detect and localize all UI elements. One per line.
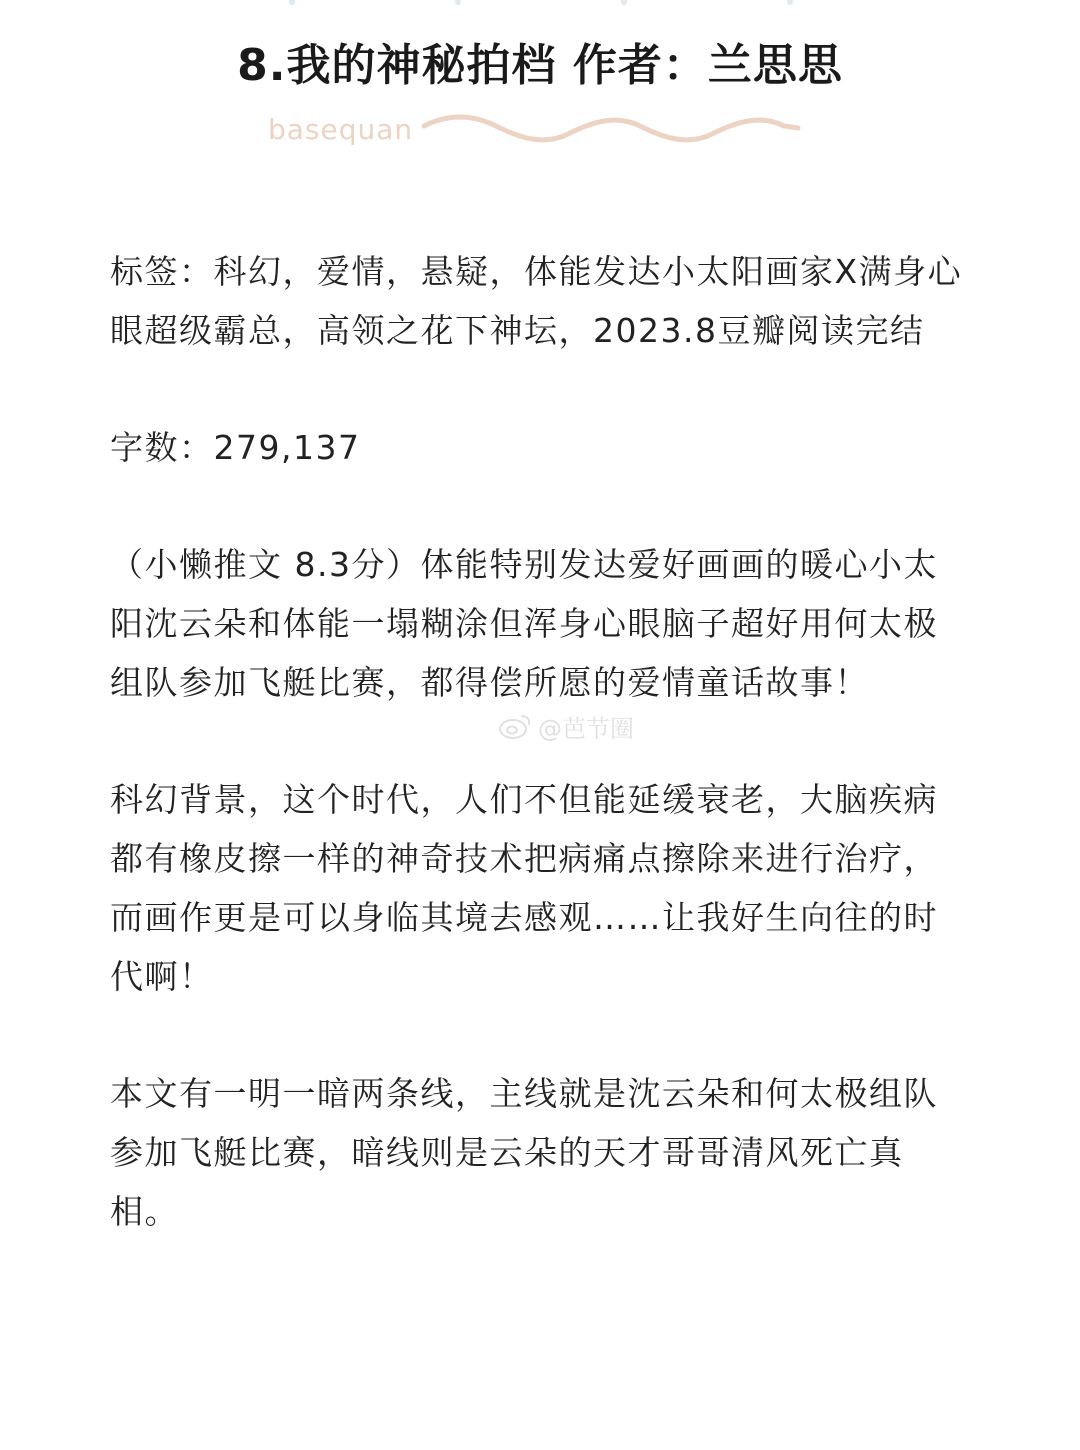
background-paragraph: 科幻背景，这个时代，人们不但能延缓衰老，大脑疾病都有橡皮擦一样的神奇技术把病痛点擦除来进行治疗，而画作更是可以身临其境去感观……让我好生向往的时代啊！	[110, 780, 938, 996]
tags-paragraph: 标签：科幻，爱情，悬疑，体能发达小太阳画家X满身心眼超级霸总，高领之花下神坛，2023.8豆瓣阅读完结	[110, 252, 963, 350]
top-tick	[621, 0, 627, 5]
article-body	[110, 242, 972, 1299]
title-decoration	[268, 110, 808, 154]
word-count-paragraph: 字数：279,137	[110, 428, 361, 467]
top-tick	[289, 0, 295, 5]
weibo-icon	[498, 712, 532, 740]
brand-watermark: basequan	[268, 113, 414, 146]
top-tick	[455, 0, 461, 5]
top-tick	[787, 0, 793, 5]
top-decoration	[0, 0, 1080, 8]
weibo-watermark	[498, 706, 634, 746]
summary-paragraph: （小懒推文 8.3分）体能特别发达爱好画画的暖心小太阳沈云朵和体能一塌糊涂但浑身心眼脑子超好用何太极组队参加飞艇比赛，都得偿所愿的爱情童话故事！	[110, 545, 938, 702]
watermark-label: @芭节圈	[538, 714, 634, 743]
wave-divider-icon	[420, 110, 804, 154]
plot-lines-paragraph: 本文有一明一暗两条线，主线就是沈云朵和何太极组队参加飞艇比赛，暗线则是云朵的天才哥哥清风死亡真相。	[110, 1074, 938, 1231]
page-title: 8.我的神秘拍档 作者：兰思思	[237, 40, 843, 91]
